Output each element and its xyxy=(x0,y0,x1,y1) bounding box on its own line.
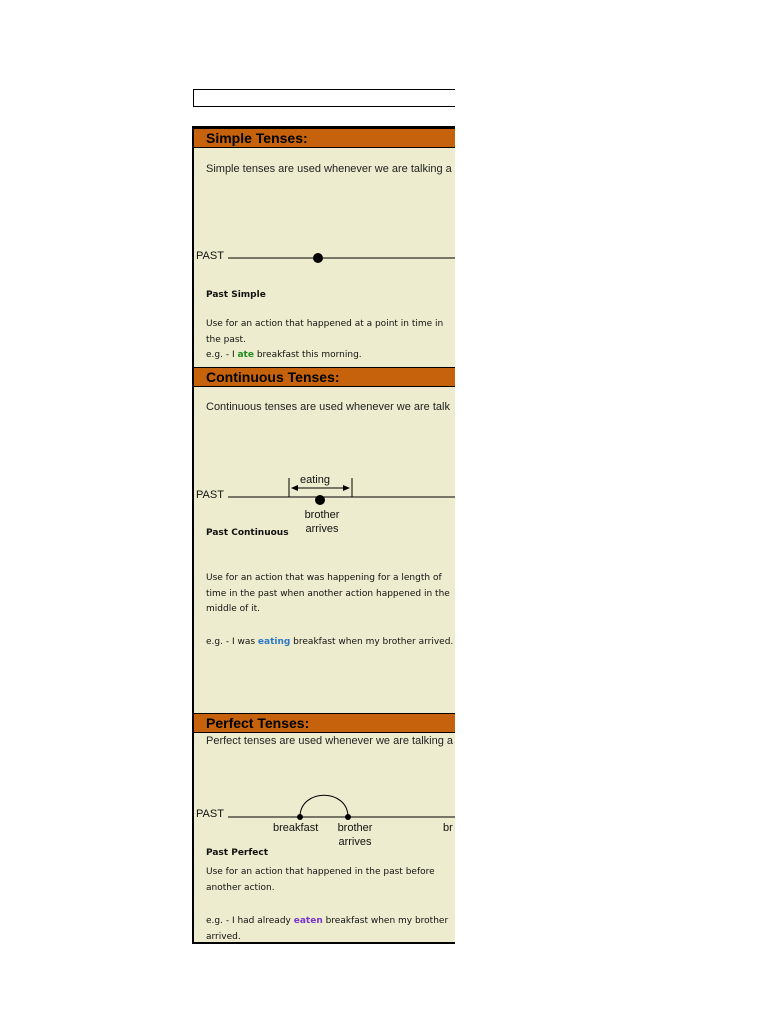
perfect-label-arrives: arrives xyxy=(338,836,372,848)
past-continuous-heading: Past Continuous xyxy=(206,528,289,538)
perfect-past-label: PAST xyxy=(196,808,224,820)
simple-tenses-title: Simple Tenses: xyxy=(206,130,308,146)
perfect-label-brother: brother xyxy=(337,822,373,834)
past-simple-heading: Past Simple xyxy=(206,290,266,300)
example-suffix: breakfast when my brother arrived. xyxy=(206,916,452,942)
example-prefix: e.g. - I had already xyxy=(206,916,294,926)
tenses-panel xyxy=(192,126,455,944)
title-input-box[interactable] xyxy=(193,89,455,107)
past-perfect-example xyxy=(206,914,451,944)
perfect-label-cut: br xyxy=(443,822,453,834)
perfect-timeline xyxy=(194,128,455,944)
past-perfect-heading: Past Perfect xyxy=(206,848,269,858)
perfect-tenses-title: Perfect Tenses: xyxy=(206,715,310,731)
perfect-point-breakfast xyxy=(297,814,303,820)
duration-label-eating: eating xyxy=(300,474,330,486)
example-suffix: breakfast when my brother arrived. xyxy=(290,637,454,647)
past-perfect-description: Use for an action that happened in the past before another action. xyxy=(206,867,435,893)
past-simple-description: Use for an action that happened at a point in time in the past. xyxy=(206,319,444,345)
example-prefix: e.g. - I xyxy=(206,350,238,360)
past-continuous-description: Use for an action that was happening for a length of time in the past when another action happened in the middle of it. xyxy=(206,573,450,614)
simple-past-label: PAST xyxy=(196,250,224,262)
perfect-tenses-intro: Perfect tenses are used whenever we are talking a xyxy=(206,735,454,747)
continuous-tenses-title: Continuous Tenses: xyxy=(206,369,340,385)
example-verb-ate: ate xyxy=(237,350,254,360)
simple-tenses-intro: Simple tenses are used whenever we are talking a xyxy=(206,163,452,175)
continuous-tenses-intro: Continuous tenses are used whenever we are talk xyxy=(206,401,450,413)
example-verb-eaten: eaten xyxy=(293,916,323,926)
event-label-brother: brother xyxy=(304,509,340,521)
perfect-label-breakfast: breakfast xyxy=(273,822,319,834)
continuous-past-label: PAST xyxy=(196,489,224,501)
example-suffix: breakfast this morning. xyxy=(253,350,362,360)
example-verb-eating: eating xyxy=(257,637,291,647)
perfect-arc xyxy=(300,795,348,817)
event-label-arrives: arrives xyxy=(305,523,339,535)
example-prefix: e.g. - I was xyxy=(206,637,258,647)
perfect-point-arrives xyxy=(345,814,351,820)
